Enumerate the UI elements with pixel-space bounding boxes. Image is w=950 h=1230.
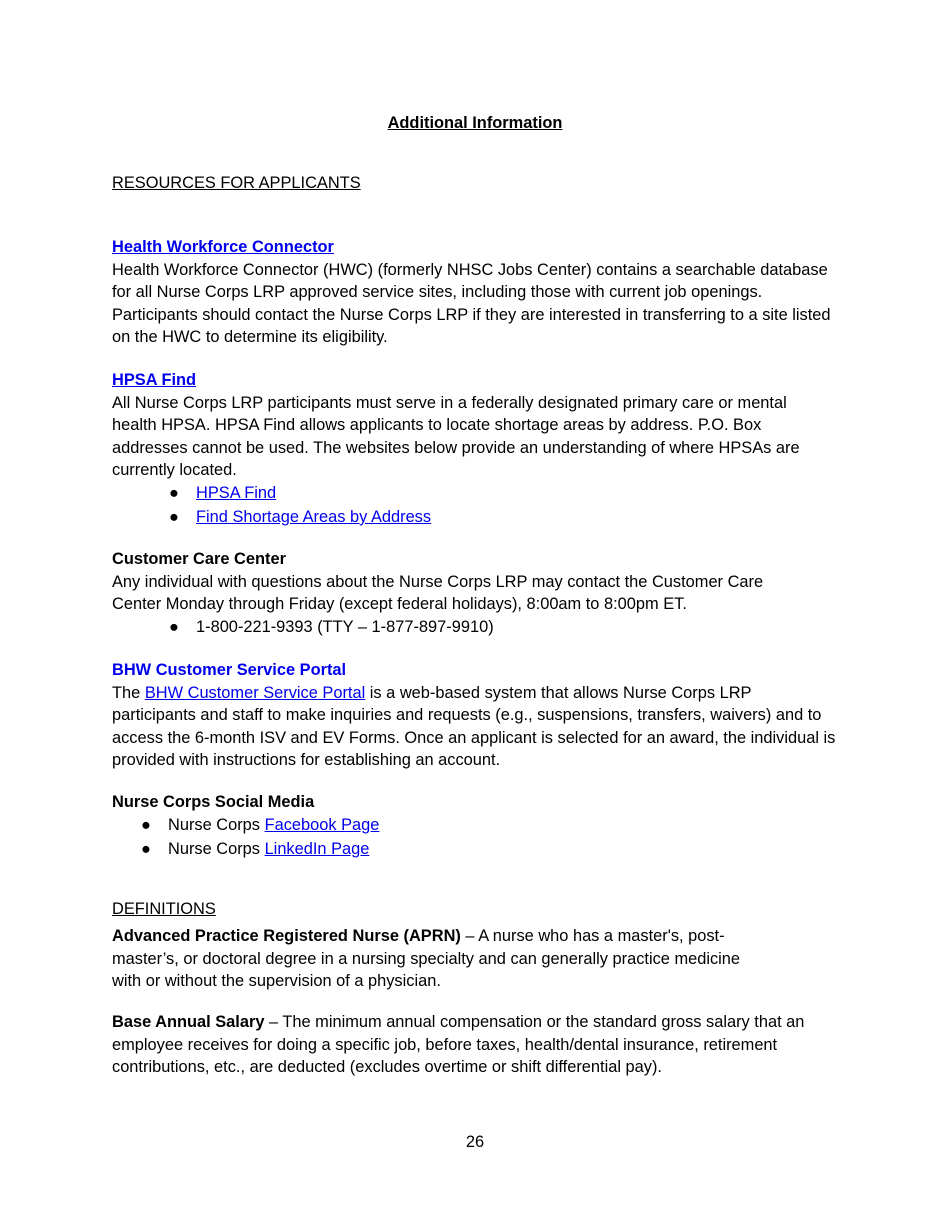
list-item xyxy=(112,616,836,640)
bullet-icon: ● xyxy=(141,815,151,834)
definition-base-salary xyxy=(112,1011,824,1079)
social-prefix: Nurse Corps xyxy=(168,839,265,858)
phone-number: 1-800-221-9393 (TTY – 1-877-897-9910) xyxy=(196,617,494,636)
portal-body xyxy=(112,682,836,772)
portal-section xyxy=(112,659,836,772)
hwc-body: Health Workforce Connector (HWC) (formerly NHSC Jobs Center) contains a searchable database for all Nurse Corps LRP approved service sites, including those with current job openings. Participants should contact the Nurse Corps LRP if they are interested in transferring to a site listed on the HWC to determine its eligibility. xyxy=(112,260,831,347)
portal-heading: BHW Customer Service Portal xyxy=(112,661,347,679)
shortage-areas-link[interactable]: Find Shortage Areas by Address xyxy=(196,507,432,526)
social-prefix: Nurse Corps xyxy=(168,815,265,834)
social-list xyxy=(112,814,836,862)
ccc-phone-list xyxy=(112,616,836,640)
resources-heading: RESOURCES FOR APPLICANTS xyxy=(112,174,361,192)
list-item xyxy=(112,482,836,506)
hpsa-body: All Nurse Corps LRP participants must serve in a federally designated primary care or mental health HPSA. HPSA Find allows applicants to locate shortage areas by address. P.O. Box addresses cannot be used. The websites below provide an understanding of where HPSAs are currently located. xyxy=(112,393,800,480)
social-section xyxy=(112,791,836,862)
definition-term: Advanced Practice Registered Nurse (APRN) xyxy=(112,927,461,945)
ccc-body: Any individual with questions about the Nurse Corps LRP may contact the Customer Care Center Monday through Friday (except federal holidays), 8:00am to 8:00pm ET. xyxy=(112,572,764,614)
facebook-link[interactable]: Facebook Page xyxy=(264,815,380,834)
ccc-heading: Customer Care Center xyxy=(112,550,286,568)
hpsa-heading-link[interactable]: HPSA Find xyxy=(112,371,197,389)
portal-link[interactable]: BHW Customer Service Portal xyxy=(144,683,366,702)
list-item xyxy=(112,838,836,862)
social-heading: Nurse Corps Social Media xyxy=(112,793,315,811)
bullet-icon: ● xyxy=(169,483,179,502)
linkedin-link[interactable]: LinkedIn Page xyxy=(264,839,370,858)
portal-pre-text: The xyxy=(112,683,145,702)
bullet-icon: ● xyxy=(169,617,179,636)
definition-term: Base Annual Salary xyxy=(112,1013,265,1031)
bullet-icon: ● xyxy=(141,839,151,858)
definition-text: – A nurse who has a master's, post-master’s, or doctoral degree in a nursing specialty and can generally practice medicine with or without the supervision of a physician. xyxy=(112,927,741,991)
page-title: Additional Information xyxy=(387,114,563,132)
definitions-heading: DEFINITIONS xyxy=(112,900,216,918)
list-item xyxy=(112,814,836,838)
bullet-icon: ● xyxy=(169,507,179,526)
hwc-heading-link[interactable]: Health Workforce Connector xyxy=(112,238,334,256)
hwc-section xyxy=(112,236,836,349)
hpsa-section xyxy=(112,369,836,530)
hpsa-link-list xyxy=(112,482,836,530)
hpsa-find-link[interactable]: HPSA Find xyxy=(196,483,277,502)
portal-post-text: is a web-based system that allows Nurse Corps LRP participants and staff to make inquiries and requests (e.g., suspensions, transfers, waivers) and to access the 6-month ISV and EV Forms. Once an applicant is selected for an award, the individual is provided with instructions for establishing an account. xyxy=(112,683,836,770)
definition-aprn xyxy=(112,925,764,993)
definition-text: – The minimum annual compensation or the standard gross salary that an employee receives for doing a specific job, before taxes, health/dental insurance, retirement contributions, etc., are deducted (excludes overtime or shift differential pay). xyxy=(112,1013,805,1077)
page-number: 26 xyxy=(465,1133,485,1151)
ccc-section xyxy=(112,548,836,640)
list-item xyxy=(112,506,836,530)
